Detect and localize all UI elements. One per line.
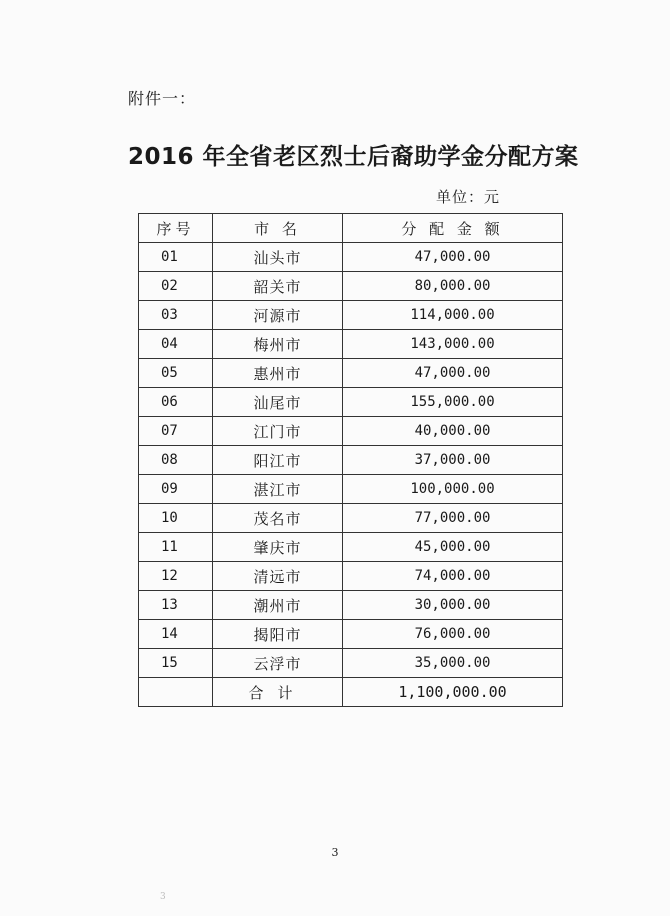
document-title: 2016 年全省老区烈士后裔助学金分配方案 <box>128 144 579 170</box>
table-row <box>139 504 563 533</box>
amount-cell: 45,000.00 <box>343 533 563 562</box>
city-cell: 茂名市 <box>213 504 343 533</box>
table-row <box>139 272 563 301</box>
table-row <box>139 243 563 272</box>
serial-cell: 08 <box>139 446 213 475</box>
serial-cell: 12 <box>139 562 213 591</box>
table-row <box>139 620 563 649</box>
serial-cell: 03 <box>139 301 213 330</box>
city-cell: 湛江市 <box>213 475 343 504</box>
city-cell: 韶关市 <box>213 272 343 301</box>
header-serial-number: 序号 <box>139 214 213 243</box>
table-row <box>139 562 563 591</box>
table-row <box>139 301 563 330</box>
serial-cell: 15 <box>139 649 213 678</box>
table-row <box>139 388 563 417</box>
amount-cell: 30,000.00 <box>343 591 563 620</box>
city-cell: 江门市 <box>213 417 343 446</box>
table-row <box>139 417 563 446</box>
serial-cell: 11 <box>139 533 213 562</box>
table-row <box>139 649 563 678</box>
amount-cell: 80,000.00 <box>343 272 563 301</box>
amount-cell: 143,000.00 <box>343 330 563 359</box>
header-allocation-amount: 分 配 金 额 <box>343 214 563 243</box>
serial-cell: 07 <box>139 417 213 446</box>
serial-cell: 14 <box>139 620 213 649</box>
amount-cell: 114,000.00 <box>343 301 563 330</box>
total-row <box>139 678 563 707</box>
table-row <box>139 475 563 504</box>
city-cell: 潮州市 <box>213 591 343 620</box>
total-label: 合计 <box>213 678 343 707</box>
page-number: 3 <box>331 846 339 859</box>
table-row <box>139 330 563 359</box>
amount-cell: 155,000.00 <box>343 388 563 417</box>
amount-cell: 77,000.00 <box>343 504 563 533</box>
amount-cell: 47,000.00 <box>343 243 563 272</box>
allocation-table <box>138 213 563 707</box>
header-city-name: 市 名 <box>213 214 343 243</box>
serial-cell: 05 <box>139 359 213 388</box>
city-cell: 云浮市 <box>213 649 343 678</box>
city-cell: 肇庆市 <box>213 533 343 562</box>
serial-cell: 10 <box>139 504 213 533</box>
table-header-row <box>139 214 563 243</box>
footer-mark: 3 <box>160 892 166 902</box>
city-cell: 揭阳市 <box>213 620 343 649</box>
amount-cell: 47,000.00 <box>343 359 563 388</box>
city-cell: 梅州市 <box>213 330 343 359</box>
city-cell: 阳江市 <box>213 446 343 475</box>
serial-cell: 09 <box>139 475 213 504</box>
serial-cell: 06 <box>139 388 213 417</box>
serial-cell: 04 <box>139 330 213 359</box>
table-row <box>139 359 563 388</box>
city-cell: 惠州市 <box>213 359 343 388</box>
table-row <box>139 446 563 475</box>
total-amount: 1,100,000.00 <box>343 678 563 707</box>
table-row <box>139 591 563 620</box>
city-cell: 汕尾市 <box>213 388 343 417</box>
serial-cell: 13 <box>139 591 213 620</box>
city-cell: 河源市 <box>213 301 343 330</box>
city-cell: 汕头市 <box>213 243 343 272</box>
serial-cell: 02 <box>139 272 213 301</box>
amount-cell: 35,000.00 <box>343 649 563 678</box>
serial-cell: 01 <box>139 243 213 272</box>
amount-cell: 37,000.00 <box>343 446 563 475</box>
city-cell: 清远市 <box>213 562 343 591</box>
total-serial-cell <box>139 678 213 707</box>
unit-label: 单位：元 <box>436 188 501 206</box>
table-row <box>139 533 563 562</box>
amount-cell: 100,000.00 <box>343 475 563 504</box>
amount-cell: 74,000.00 <box>343 562 563 591</box>
attachment-label: 附件一： <box>128 89 197 108</box>
amount-cell: 40,000.00 <box>343 417 563 446</box>
amount-cell: 76,000.00 <box>343 620 563 649</box>
